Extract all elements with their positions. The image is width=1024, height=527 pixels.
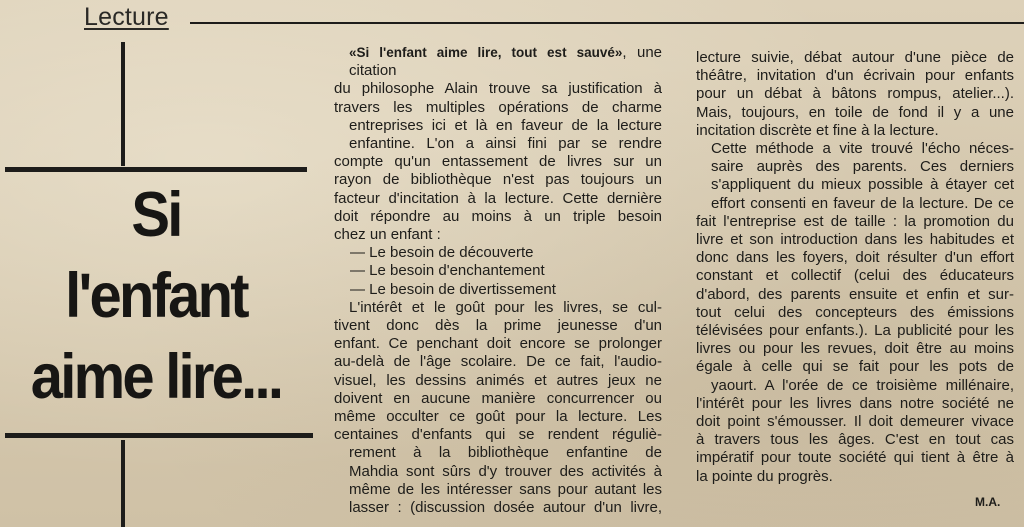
vertical-rule-top — [121, 42, 125, 166]
paragraph-line: Cette méthode a vite trouvé l'écho néces- — [711, 140, 1014, 158]
paragraph-line: même de les intéresser sans pour autant les — [349, 480, 662, 498]
paragraph-line: d'abord, des parents ensuite et enfin et sur- — [696, 285, 1014, 303]
list-item: — Le besoin d'enchantement — [350, 262, 545, 280]
list-item: — Le besoin de découverte — [350, 244, 534, 262]
paragraph-line: effort consenti en faveur de la lecture. De ce — [711, 194, 1014, 212]
paragraph-line: doit répondre au moins à un triple besoin — [334, 207, 662, 225]
paragraph-line: chez un enfant : — [334, 226, 441, 244]
top-rule — [190, 22, 1024, 24]
paragraph-line: entreprises ici et là en faveur de la lecture — [349, 116, 662, 134]
paragraph-line: rayon de bibliothèque n'est pas toujours un — [334, 171, 662, 189]
paragraph-line: Mahdia sont sûrs d'y trouver des activités à — [349, 462, 662, 480]
author-signature: M.A. — [975, 495, 1001, 509]
paragraph-line: du philosophe Alain trouve sa justification à — [334, 80, 662, 98]
paragraph-line: pour un débat à bâtons rompus, atelier...). — [696, 85, 1014, 103]
headline-line: aime lire... — [30, 342, 282, 412]
headline — [12, 175, 299, 418]
paragraph-line: télévisées pour enfants.). La publicité pour les — [696, 322, 1014, 340]
paragraph-line: compte qu'un entassement de livres sur un — [334, 153, 662, 171]
paragraph-line: incitation discrète et fine à la lecture. — [696, 121, 939, 139]
paragraph-line: égale à celle qui se fait pour les pots de — [696, 358, 1014, 376]
paragraph-line: Mais, toujours, en toile de fond il y a une — [696, 103, 1014, 121]
paragraph-line: la pointe du progrès. — [696, 467, 833, 485]
paragraph-line: impératif pour toute société qui tient à être à — [696, 449, 1014, 467]
paragraph-line: fait l'entreprise est de taille : la promotion du — [696, 212, 1014, 230]
paragraph-line: livre et son introduction dans les habitudes et — [696, 231, 1014, 249]
paragraph-line: constant et collectif (celui des éducateurs — [696, 267, 1014, 285]
paragraph-line: à travers tous les âges. C'est en tout cas — [696, 431, 1014, 449]
paragraph-line: livres ou pour les revues, doit être au moins — [696, 340, 1014, 358]
paragraph-line: l'intérêt pour les livres dans notre société ne — [696, 394, 1014, 412]
paragraph-line: tivent donc dès la prime jeunesse d'un — [334, 317, 662, 335]
paragraph-line: donc dans les foyers, doit résulter d'un effort — [696, 249, 1014, 267]
paragraph-line: yaourt. A l'orée de ce troisième millénaire, — [711, 376, 1014, 394]
paragraph-line: travers les multiples opérations de charme — [334, 98, 662, 116]
article-column-1 — [334, 44, 662, 517]
paragraph-line: lasser : (discussion dosée autour d'un livre, — [349, 499, 662, 517]
paragraph-line: saire auprès des parents. Ces derniers — [711, 158, 1014, 176]
list-item: — Le besoin de divertissement — [350, 280, 556, 298]
paragraph-line: s'appliquent du mieux possible à étayer cet — [711, 176, 1014, 194]
headline-rule-top — [5, 167, 307, 172]
headline-line: Si — [131, 180, 181, 250]
lead-quote: «Si l'enfant aime lire, tout est sauvé» — [349, 45, 623, 60]
paragraph-line: visuel, les dessins animés et autres jeux ne — [334, 371, 662, 389]
paragraph-line: enfantine. L'on a ainsi fini par se rendre — [349, 135, 662, 153]
article-column-2 — [696, 49, 1014, 486]
paragraph-line: lecture suivie, débat autour d'une pièce de — [696, 49, 1014, 66]
section-label: Lecture — [84, 3, 169, 31]
headline-rule-bottom — [5, 433, 313, 438]
paragraph-line: au-delà de l'âge scolaire. De ce fait, l'audio- — [334, 353, 662, 371]
paragraph-line: doivent en aucune manière concurrencer ou — [334, 389, 662, 407]
paragraph-line: centaines d'enfants qui se rendent réguliè- — [334, 426, 662, 444]
paragraph-line: «Si l'enfant aime lire, tout est sauvé», une citation — [349, 44, 662, 80]
paragraph-line: même occulter ce goût pour la lecture. Les — [334, 408, 662, 426]
paragraph-line: doit point s'émousser. Il doit demeurer vivace — [696, 413, 1014, 431]
paragraph-line: facteur d'incitation à la lecture. Cette dernière — [334, 189, 662, 207]
headline-line: l'enfant — [65, 261, 247, 331]
paragraph-line: théâtre, invitation d'un écrivain pour enfants — [696, 67, 1014, 85]
paragraph-line: rement à la bibliothèque enfantine de — [349, 444, 662, 462]
vertical-rule-bottom — [121, 440, 125, 527]
paragraph-line: tout celui des concepteurs des émissions — [696, 303, 1014, 321]
paragraph-line: enfant. Ce penchant doit encore se prolonger — [334, 335, 662, 353]
paragraph-line: L'intérêt et le goût pour les livres, se cul- — [349, 298, 662, 316]
